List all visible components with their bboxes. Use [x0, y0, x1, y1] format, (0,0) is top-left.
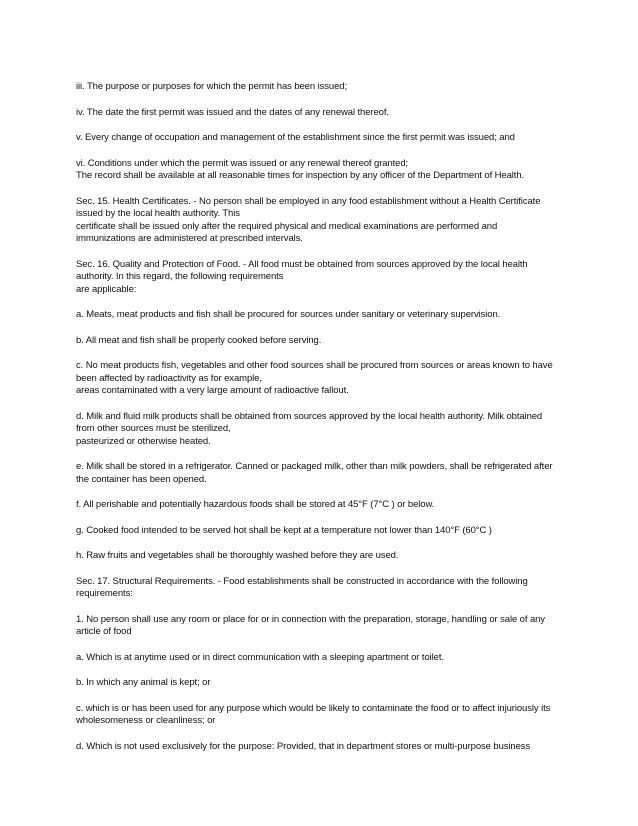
paragraph: [76, 576, 576, 601]
text-line: immunizations are administered at prescribed intervals.: [76, 233, 303, 244]
paragraph: [76, 652, 576, 665]
text-line: c. No meat products fish, vegetables and other food sources shall be procured from sources or areas known to have: [76, 360, 553, 371]
text-line: b. All meat and fish shall be properly cooked before serving.: [76, 334, 322, 346]
text-line: a. Which is at anytime used or in direct communication with a sleeping apartment or toilet.: [76, 651, 444, 663]
text-line: the container has been opened.: [76, 473, 207, 485]
paragraph: [76, 411, 576, 449]
paragraph: [76, 677, 576, 690]
text-line: f. All perishable and potentially hazardous foods shall be stored at 45°F (7°C ) or below.: [76, 499, 435, 510]
paragraph: [76, 107, 576, 120]
paragraph: [76, 499, 576, 512]
text-line: iii. The purpose or purposes for which the permit has been issued;: [76, 81, 347, 92]
text-line: v. Every change of occupation and management of the establishment since the first permit was issued; and: [76, 132, 515, 143]
text-line: Sec. 16. Quality and Protection of Food. - All food must be obtained from sources approved by the local health: [76, 258, 528, 270]
text-line: wholesomeness or cleanliness; or: [76, 715, 216, 726]
text-line: e. Milk shall be stored in a refrigerator. Canned or packaged milk, other than milk powders, shall be refrigerated after: [76, 461, 553, 472]
text-line: pasteurized or otherwise heated.: [76, 435, 211, 447]
text-line: g. Cooked food intended to be served hot shall be kept at a temperature not lower than 140°F (60°C ): [76, 524, 492, 536]
paragraph: [76, 158, 576, 183]
paragraph: [76, 461, 576, 486]
text-line: a. Meats, meat products and fish shall be procured for sources under sanitary or veterinary supervision.: [76, 309, 501, 320]
text-line: d. Milk and fluid milk products shall be obtained from sources approved by the local health authority. Milk obtained: [76, 410, 543, 422]
text-line: b. In which any animal is kept; or: [76, 677, 211, 688]
text-line: been affected by radioactivity as for example,: [76, 372, 262, 384]
paragraph: [76, 360, 576, 398]
paragraph: [76, 335, 576, 348]
text-line: certificate shall be issued only after the required physical and medical examinations are performed and: [76, 220, 498, 232]
text-line: Sec. 15. Health Certificates. - No person shall be employed in any food establishment without a Health Certificate: [76, 195, 541, 207]
paragraph: [76, 614, 576, 639]
paragraph: [76, 196, 576, 246]
paragraph: [76, 132, 576, 145]
text-line: areas contaminated with a very large amount of radioactive fallout.: [76, 385, 349, 396]
document-page: [76, 81, 576, 766]
text-line: 1. No person shall use any room or place for or in connection with the preparation, storage, handling or sale of any: [76, 613, 545, 625]
paragraph: [76, 309, 576, 322]
text-line: vi. Conditions under which the permit was issued or any renewal thereof granted;: [76, 157, 409, 169]
paragraph: [76, 525, 576, 538]
text-line: The record shall be available at all reasonable times for inspection by any officer of the Department of Health.: [76, 170, 525, 181]
paragraph: [76, 259, 576, 297]
text-line: d. Which is not used exclusively for the purpose: Provided, that in department stores or multi-purpose business: [76, 740, 531, 752]
text-line: issued by the local health authority. This: [76, 208, 240, 219]
paragraph: [76, 550, 576, 563]
text-line: iv. The date the first permit was issued and the dates of any renewal thereof.: [76, 106, 389, 118]
text-line: article of food: [76, 626, 132, 637]
paragraph: [76, 741, 576, 754]
text-line: from other sources must be sterilized,: [76, 423, 231, 434]
paragraph: [76, 703, 576, 728]
text-line: c. which is or has been used for any purpose which would be likely to contaminate the food or to affect injuriously its: [76, 702, 551, 714]
text-line: h. Raw fruits and vegetables shall be thoroughly washed before they are used.: [76, 550, 399, 561]
text-line: authority. In this regard, the following requirements: [76, 271, 284, 282]
paragraph: [76, 81, 576, 94]
text-line: requirements:: [76, 588, 133, 599]
text-line: are applicable:: [76, 283, 137, 295]
text-line: Sec. 17. Structural Requirements. - Food establishments shall be constructed in accordance with the following: [76, 575, 528, 587]
